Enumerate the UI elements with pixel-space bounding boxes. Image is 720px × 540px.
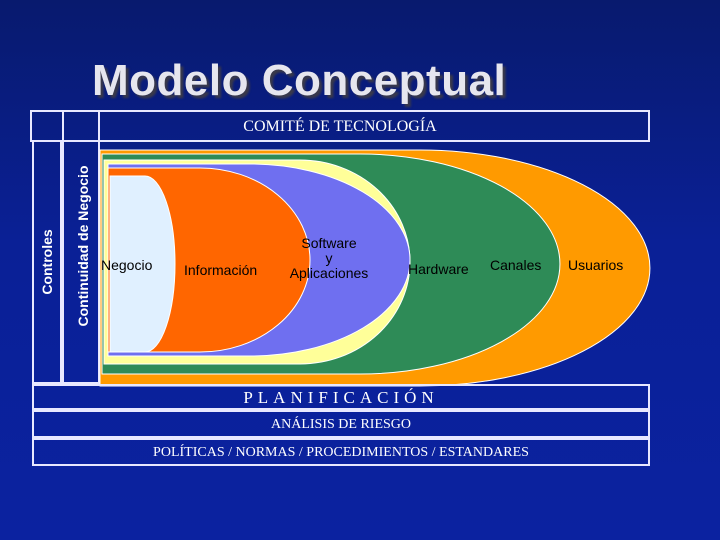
canales-label: Canales (490, 257, 542, 273)
controles-label: Controles (39, 229, 55, 295)
page-title: Modelo Conceptual (92, 56, 507, 105)
software-label: Software y Aplicaciones (289, 235, 369, 281)
analisis-riesgo-bar: ANÁLISIS DE RIESGO (32, 410, 650, 438)
comite-tecnologia-bar: COMITÉ DE TECNOLOGÍA (30, 110, 650, 142)
usuarios-label: Usuarios (568, 257, 624, 273)
planificacion-bar: PLANIFICACIÓN (32, 384, 650, 410)
continuidad-label: Continuidad de Negocio (75, 165, 91, 327)
negocio-label: Negocio (101, 257, 153, 273)
hardware-label: Hardware (408, 261, 469, 277)
informacion-label: Información (184, 262, 258, 278)
politicas-bar: POLÍTICAS / NORMAS / PROCEDIMIENTOS / ESTANDARES (32, 438, 650, 466)
